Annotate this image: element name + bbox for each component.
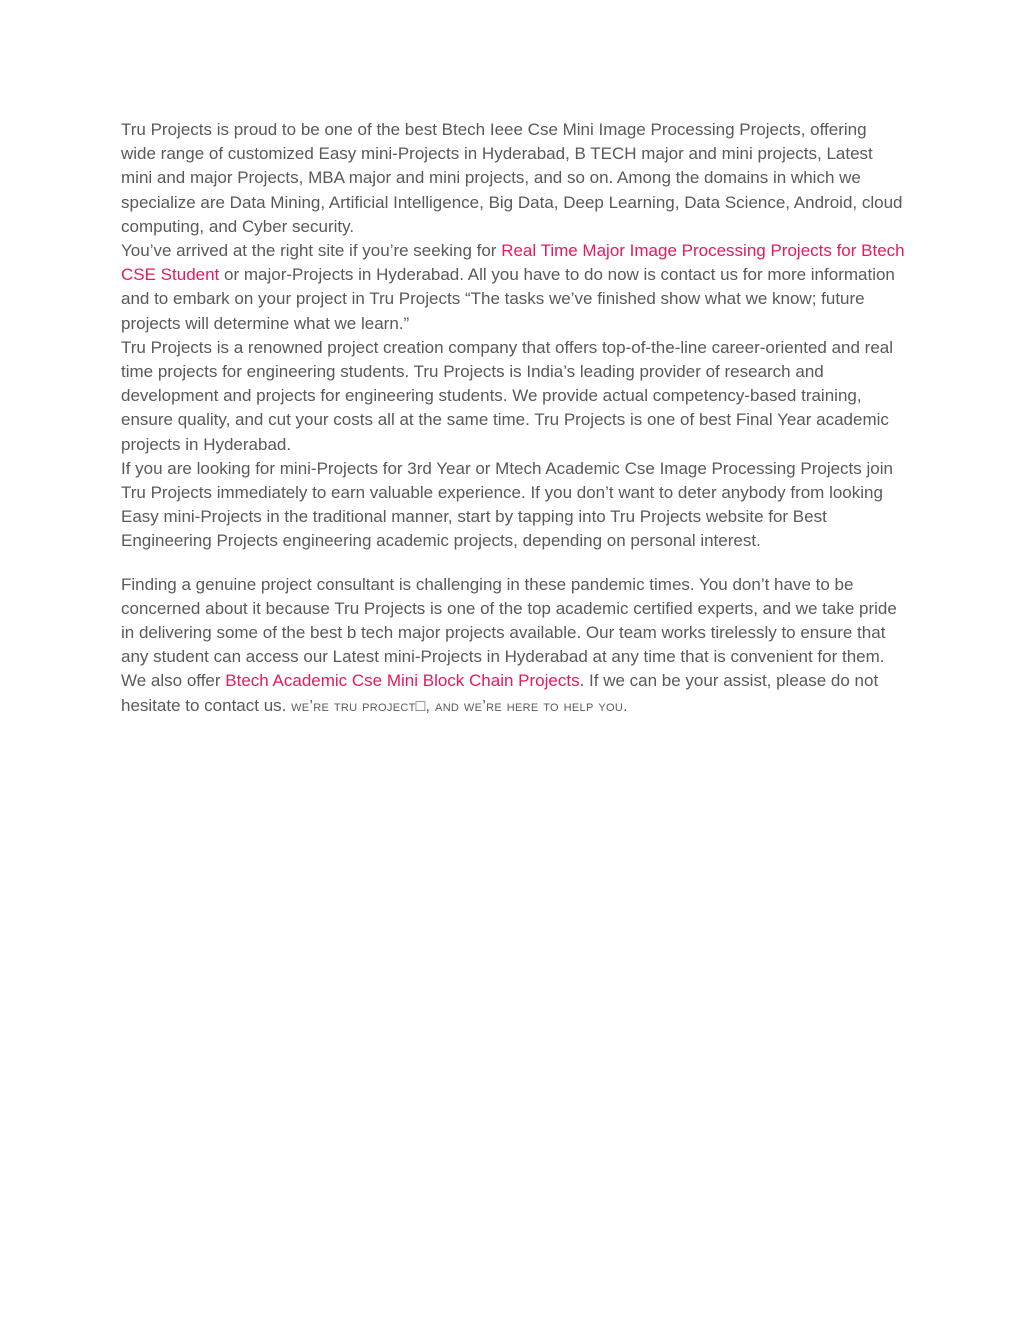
paragraph-consultant-text-middle: . If we can be your assist, please do not hesitate to contact us. xyxy=(121,671,879,715)
paragraph-mini-projects: If you are looking for mini-Projects for 3rd Year or Mtech Academic Cse Image Processing Projects join Tru Projects immediately to earn valuable experience. If you don’t want to deter anybody from looking Easy mini-Projects in the traditional manner, start by tapping into Tru Projects website for Best Engineering Projects engineering academic projects, depending on personal interest. xyxy=(121,458,893,551)
document-body xyxy=(121,118,905,719)
link-block-chain-projects[interactable]: Btech Academic Cse Mini Block Chain Projects xyxy=(225,671,580,691)
paragraph-consultant xyxy=(121,573,905,719)
paragraph-right-site-text-start: You’ve arrived at the right site if you’re seeking for xyxy=(121,241,502,261)
link-real-time-image-processing-projects[interactable]: Real Time Major Image Processing Projects for Btech CSE Student xyxy=(121,241,905,285)
paragraph-right-site xyxy=(121,239,905,336)
closing-tagline: we’re tru project□, and we’re here to help you. xyxy=(291,697,628,715)
paragraph-consultant-text-start: Finding a genuine project consultant is challenging in these pandemic times. You don’t have to be concerned about it because Tru Projects is one of the top academic certified experts, and we take pride in delivering some of the best b tech major projects available. Our team works tirelessly to ensure that any student can access our Latest mini-Projects in Hyderabad at any time that is convenient for them. We also offer xyxy=(121,574,897,691)
paragraph-right-site-text-end: or major-Projects in Hyderabad. All you have to do now is contact us for more information and to embark on your project in Tru Projects “The tasks we’ve finished show what we know; future projects will determine what we learn.” xyxy=(121,265,895,333)
paragraph-company: Tru Projects is a renowned project creation company that offers top-of-the-line career-oriented and real time projects for engineering students. Tru Projects is India’s leading provider of research and development and projects for engineering students. We provide actual competency-based training, ensure quality, and cut your costs all at the same time. Tru Projects is one of best Final Year academic projects in Hyderabad. xyxy=(121,337,894,454)
paragraph-intro: Tru Projects is proud to be one of the best Btech Ieee Cse Mini Image Processing Projects, offering wide range of customized Easy mini-Projects in Hyderabad, B TECH major and mini projects, Latest mini and major Projects, MBA major and mini projects, and so on. Among the domains in which we specialize are Data Mining, Artificial Intelligence, Big Data, Deep Learning, Data Science, Android, cloud computing, and Cyber security. xyxy=(121,120,903,236)
